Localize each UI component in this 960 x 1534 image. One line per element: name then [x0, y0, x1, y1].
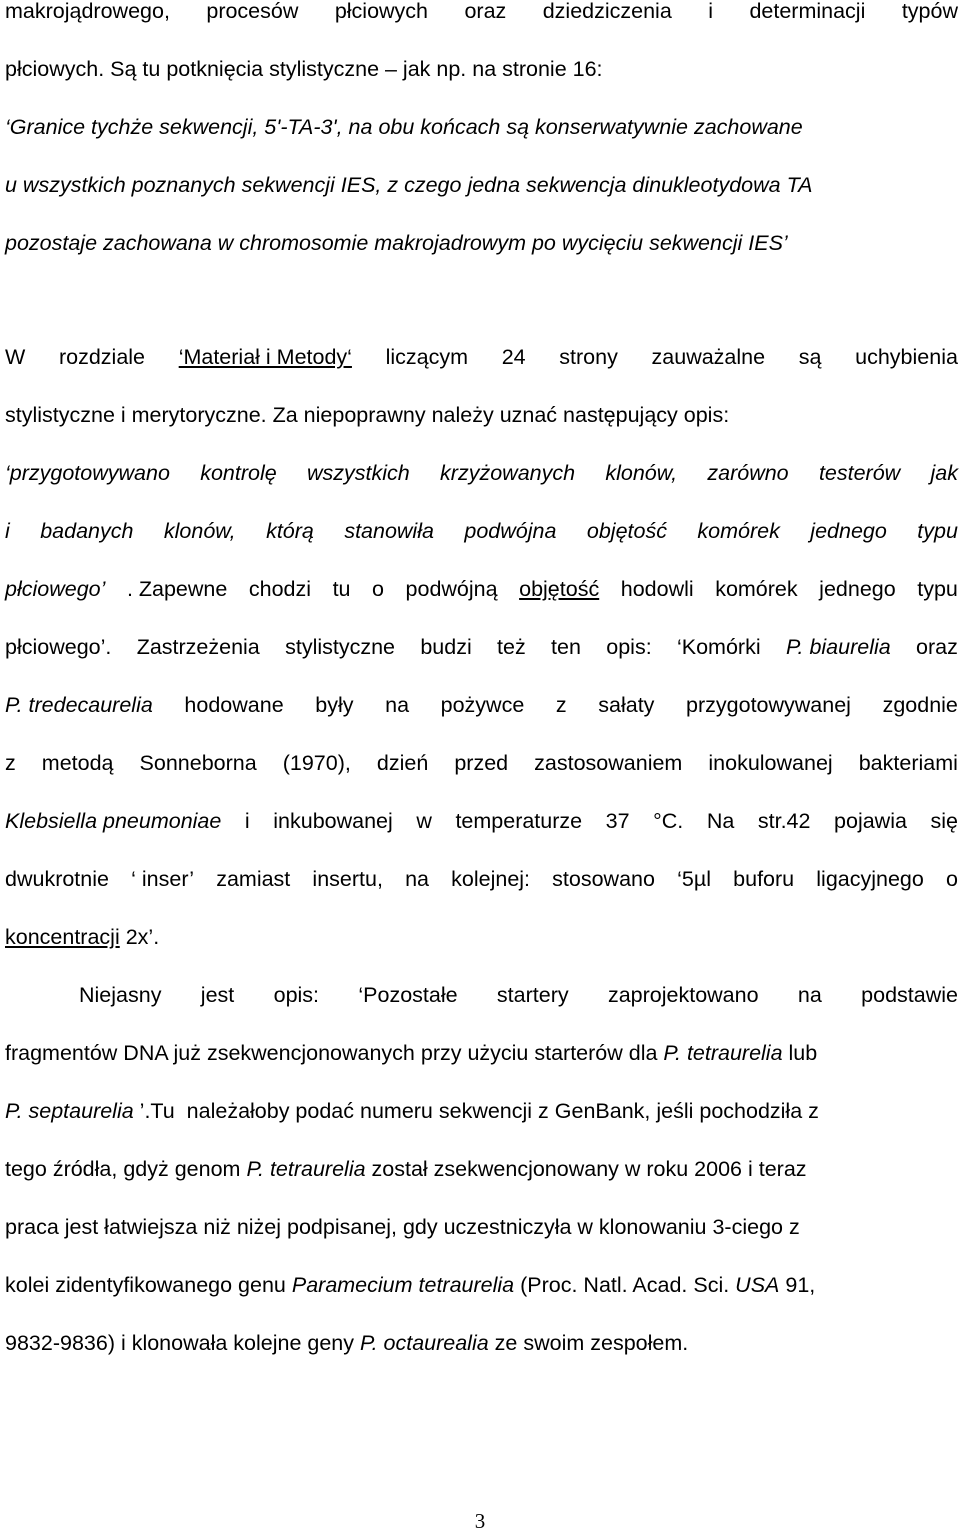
text-run: klonów,	[605, 461, 678, 485]
text-run: o	[945, 867, 958, 891]
text-run: ‘Granice tychże sekwencji, 5'-TA-3', na obu końcach są konserwatywnie zachowane	[5, 115, 803, 139]
text-line	[5, 1039, 958, 1067]
text-run: krzyżowanych	[440, 461, 576, 485]
text-run: koncentracji	[5, 925, 120, 949]
text-run: objętość	[586, 519, 667, 543]
text-run: opis:	[273, 983, 320, 1007]
text-line	[5, 691, 958, 719]
text-run: typów	[901, 0, 958, 23]
text-run: ‘5µl	[677, 867, 712, 891]
text-run: zarówno	[707, 461, 789, 485]
text-run: płciowych	[334, 0, 429, 23]
text-run: sałaty	[598, 693, 655, 717]
text-line	[5, 343, 958, 371]
text-run: (Proc. Natl. Acad. Sci.	[514, 1273, 736, 1297]
text-line	[5, 865, 958, 893]
text-run: jednego	[819, 577, 896, 601]
text-run: testerów	[818, 461, 901, 485]
text-run: determinacji	[749, 0, 866, 23]
text-line	[5, 113, 958, 141]
text-run: jednego	[810, 519, 887, 543]
text-run: stanowiła	[344, 519, 434, 543]
text-run: ze swoim zespołem.	[488, 1331, 689, 1355]
text-run: płciowego’.	[5, 635, 112, 659]
text-run: z	[5, 751, 16, 775]
text-line	[5, 1329, 958, 1357]
text-run: ligacyjnego	[816, 867, 924, 891]
text-run: budzi	[420, 635, 472, 659]
text-run: też	[497, 635, 526, 659]
text-line	[79, 981, 958, 1009]
text-run: strony	[559, 345, 618, 369]
text-run: 9832-9836) i klonowała kolejne geny	[5, 1331, 360, 1355]
text-run: P. septaurelia	[5, 1099, 134, 1123]
text-run: liczącym	[385, 345, 469, 369]
text-run: są	[798, 345, 822, 369]
text-line	[5, 1271, 958, 1299]
text-run: Na	[706, 809, 735, 833]
text-run: chodzi	[248, 577, 312, 601]
text-run: opis:	[606, 635, 652, 659]
text-run: pozostaje zachowana w chromosomie makrojadrowym po wycięciu sekwencji IES’	[5, 231, 788, 255]
text-line	[5, 229, 958, 257]
text-run: ‘ inser’	[131, 867, 195, 891]
text-run: Zastrzeżenia	[136, 635, 260, 659]
text-line	[5, 517, 958, 545]
text-run: badanych	[40, 519, 134, 543]
text-run: kontrolę	[200, 461, 277, 485]
text-run: temperaturze	[455, 809, 583, 833]
text-run: 24	[501, 345, 526, 369]
text-run: ‘Materiał i Metody‘	[178, 345, 352, 369]
text-run: stosowano	[552, 867, 655, 891]
text-run: stylistyczne	[285, 635, 396, 659]
text-run: P. tredecaurelia	[5, 693, 153, 717]
text-run: USA	[735, 1273, 780, 1297]
text-run: dzień	[376, 751, 429, 775]
text-line	[5, 0, 958, 25]
text-run: rozdziale	[58, 345, 146, 369]
text-run: kolei zidentyfikowanego genu	[5, 1273, 292, 1297]
text-run: oraz	[916, 635, 958, 659]
text-line	[5, 575, 958, 603]
text-run: zaprojektowano	[607, 983, 759, 1007]
text-run: bakteriami	[858, 751, 958, 775]
text-run: makrojądrowego,	[5, 0, 170, 23]
text-run: ten	[551, 635, 581, 659]
text-run: dwukrotnie	[5, 867, 109, 891]
text-run: lub	[782, 1041, 818, 1065]
text-run: płciowego’	[5, 577, 106, 601]
text-run: oraz	[464, 0, 507, 23]
text-run: 2x’.	[119, 925, 160, 949]
text-run: uchybienia	[855, 345, 958, 369]
text-run: Niejasny	[79, 983, 162, 1007]
text-run: P. tetraurelia	[246, 1157, 366, 1181]
text-run: str.42	[757, 809, 811, 833]
text-line	[5, 1213, 958, 1241]
text-run: kolejnej:	[451, 867, 531, 891]
text-run: 91,	[779, 1273, 816, 1297]
text-run: zgodnie	[882, 693, 958, 717]
text-run: podwójną	[405, 577, 498, 601]
text-run: typu	[917, 577, 958, 601]
text-line	[5, 923, 958, 951]
text-run: P. tetraurelia	[663, 1041, 783, 1065]
text-run: jest	[200, 983, 235, 1007]
text-run: zauważalne	[651, 345, 766, 369]
text-run: . Zapewne	[126, 577, 228, 601]
text-run: jak	[930, 461, 958, 485]
text-run: P. biaurelia	[785, 635, 891, 659]
text-run: klonów,	[163, 519, 236, 543]
text-line	[5, 55, 958, 83]
text-run: praca jest łatwiejsza niż niżej podpisanej, gdy uczestniczyła w klonowaniu 3-ciego z	[5, 1215, 800, 1239]
text-run: i	[708, 0, 714, 23]
text-run: były	[315, 693, 354, 717]
text-run: i	[5, 519, 10, 543]
text-run: pożywce	[440, 693, 525, 717]
text-run: inokulowanej	[708, 751, 833, 775]
text-run: ‘przygotowywano	[5, 461, 170, 485]
text-run: tego źródła, gdyż genom	[5, 1157, 247, 1181]
text-run: komórek	[715, 577, 798, 601]
text-run: ‘Pozostałe	[358, 983, 458, 1007]
text-run: hodowli	[620, 577, 694, 601]
text-run: stylistyczne i merytoryczne. Za niepoprawny należy uznać następujący opis:	[5, 403, 730, 427]
text-run: został zsekwencjonowany w roku 2006 i teraz	[365, 1157, 807, 1181]
text-run: dziedziczenia	[542, 0, 672, 23]
text-run: metodą	[41, 751, 114, 775]
text-line	[5, 1097, 958, 1125]
page-number: 3	[474, 1509, 486, 1533]
text-run: się	[930, 809, 958, 833]
text-run: inkubowanej	[273, 809, 393, 833]
text-run: na	[385, 693, 410, 717]
text-line	[5, 1155, 958, 1183]
text-run: przygotowywanej	[686, 693, 851, 717]
text-run: hodowane	[184, 693, 284, 717]
text-run: pojawia	[834, 809, 907, 833]
text-line	[5, 633, 958, 661]
text-run: °C.	[653, 809, 684, 833]
text-run: ‘Komórki	[676, 635, 761, 659]
text-line	[5, 749, 958, 777]
text-run: tu	[332, 577, 351, 601]
text-run: przed	[454, 751, 509, 775]
text-run: podstawie	[861, 983, 958, 1007]
text-run: płciowych. Są tu potknięcia stylistyczne – jak np. na stronie 16:	[5, 57, 603, 81]
text-run: Klebsiella pneumoniae	[5, 809, 222, 833]
text-run: Paramecium tetraurelia	[291, 1273, 515, 1297]
text-run: Sonneborna	[139, 751, 257, 775]
text-run: w	[416, 809, 432, 833]
text-run: z	[555, 693, 567, 717]
text-run: komórek	[697, 519, 780, 543]
text-run: zamiast	[216, 867, 291, 891]
text-line	[5, 459, 958, 487]
text-run: i	[244, 809, 250, 833]
text-run: (1970),	[282, 751, 351, 775]
text-run: podwójna	[464, 519, 557, 543]
text-run: zastosowaniem	[534, 751, 683, 775]
text-line	[5, 807, 958, 835]
text-run: objętość	[519, 577, 600, 601]
text-line	[5, 401, 958, 429]
text-run: insertu,	[312, 867, 383, 891]
text-run: procesów	[206, 0, 299, 23]
text-run: buforu	[733, 867, 795, 891]
text-run: u wszystkich poznanych sekwencji IES, z czego jedna sekwencja dinukleotydowa TA	[5, 173, 813, 197]
text-run: P. octaurealia	[360, 1331, 489, 1355]
text-run: ’.Tu należałoby podać numeru sekwencji z GenBank, jeśli pochodziła z	[133, 1099, 819, 1123]
text-run: na	[405, 867, 429, 891]
text-run: którą	[266, 519, 314, 543]
text-run: startery	[496, 983, 569, 1007]
text-run: 37	[605, 809, 630, 833]
text-run: typu	[917, 519, 958, 543]
text-run: fragmentów DNA już zsekwencjonowanych przy użyciu starterów dla	[5, 1041, 664, 1065]
text-line	[5, 171, 958, 199]
text-run: W	[5, 345, 26, 369]
text-run: o	[372, 577, 384, 601]
text-run: wszystkich	[307, 461, 410, 485]
text-run: na	[797, 983, 822, 1007]
